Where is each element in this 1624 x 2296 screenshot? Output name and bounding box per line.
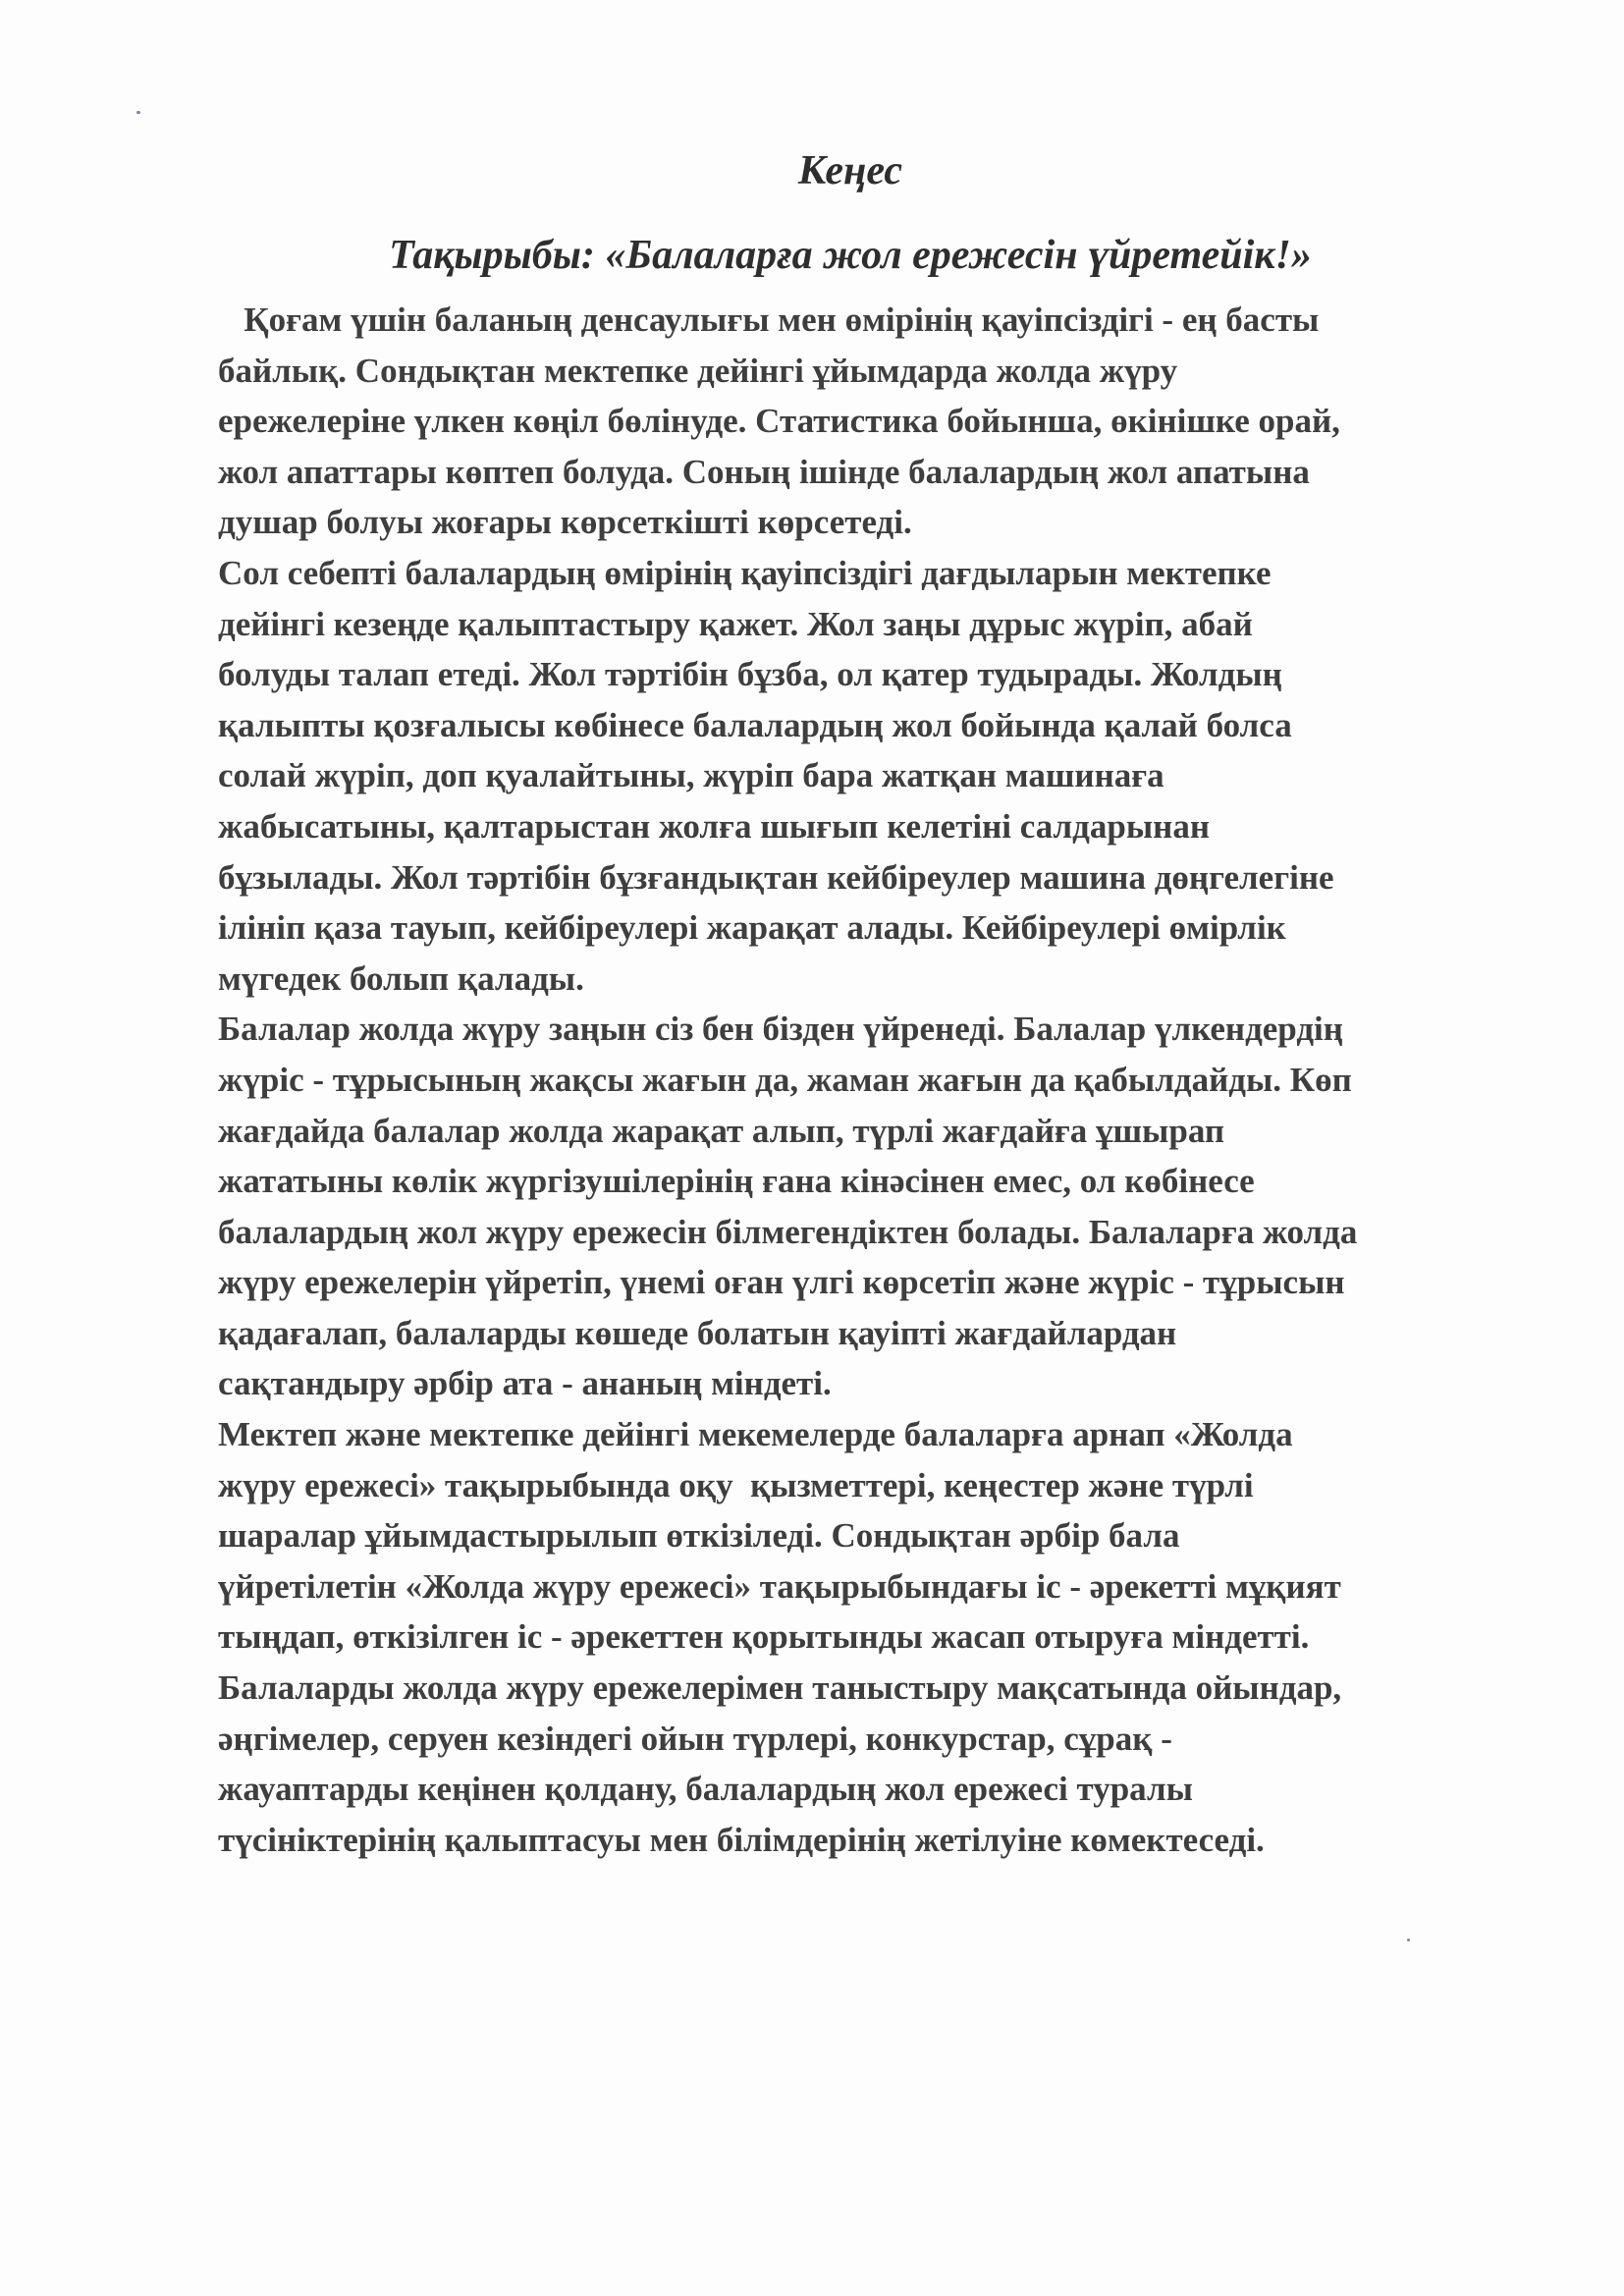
body-text-line: Сол себепті балалардың өмірінің қауіпсіздігі дағдыларын мектепке (218, 553, 1272, 592)
body-text-line: Балалар жолда жүру заңын сіз бен бізден үйренеді. Балалар үлкендердің (218, 1010, 1343, 1049)
body-text-line: Мектеп және мектепке дейінгі мекемелерде балаларға арнап «Жолда (218, 1415, 1293, 1454)
body-text-line: жүру ережесі» тақырыбында оқу қызметтері, кеңестер және түрлі (218, 1465, 1254, 1504)
body-text-line: Балаларды жолда жүру ережелерімен таныстыру мақсатында ойындар, (218, 1668, 1342, 1708)
body-text-line: шаралар ұйымдастырылып өткізіледі. Сондықтан әрбір бала (218, 1516, 1180, 1556)
body-text-line: балалардың жол жүру ережесін білмегендіктен болады. Балаларға жолда (218, 1212, 1358, 1251)
body-text-line: мүгедек болып қалады. (218, 958, 584, 998)
body-text-line: қалыпты қозғалысы көбінесе балалардың жол бойында қалай болса (218, 705, 1292, 744)
body-text-line: жауаптарды кеңінен қолдану, балалардың жол ережесі туралы (218, 1770, 1193, 1809)
body-text-line: Қоғам үшін баланың денсаулығы мен өмірінің қауіпсіздігі - ең басты (218, 301, 1320, 339)
body-text-line: әңгімелер, серуен кезіндегі ойын түрлері, конкурстар, сұрақ - (218, 1719, 1172, 1758)
body-text-line: ережелеріне үлкен көңіл бөлінуде. Статистика бойынша, өкінішке орай, (218, 402, 1340, 441)
body-text-line: солай жүріп, доп қуалайтыны, жүріп бара жатқан машинаға (218, 756, 1164, 795)
body-text-line: тыңдап, өткізілген іс - әрекеттен қорытынды жасап отыруға міндетті. (218, 1617, 1310, 1657)
body-text-line: жататыны көлік жүргізушілерінің ғана кінәсінен емес, ол көбінесе (218, 1162, 1255, 1201)
body-text-line: дейінгі кезеңде қалыптастыру қажет. Жол заңы дұрыс жүріп, абай (218, 604, 1253, 643)
scan-speck (136, 111, 140, 114)
scan-speck (1407, 1939, 1410, 1941)
body-text-line: душар болуы жоғары көрсеткішті көрсетеді. (218, 503, 912, 542)
document-body (218, 295, 1534, 1865)
body-text-line: ілініп қаза тауып, кейбіреулері жарақат алады. Кейбіреулері өмірлік (218, 908, 1286, 948)
body-text-line: жүріс - тұрысының жақсы жағын да, жаман жағын да қабылдайды. Көп (218, 1060, 1352, 1099)
body-text-line: бұзылады. Жол тәртібін бұзғандықтан кейбіреулер машина дөңгелегіне (218, 857, 1334, 897)
body-text-line: түсініктерінің қалыптасуы мен білімдерінің жетілуіне көмектеседі. (218, 1820, 1265, 1859)
body-text-line: жүру ережелерін үйретіп, үнемі оған үлгі көрсетіп және жүріс - тұрысын (218, 1263, 1345, 1302)
body-text-line: үйретілетін «Жолда жүру ережесі» тақырыбындағы іс - әрекетті мұқият (218, 1566, 1341, 1606)
document-subtitle: Тақырыбы: «Балаларға жол ережесін үйретейік!» (389, 233, 1312, 278)
body-text-line: жол апаттары көптеп болуда. Соның ішінде балалардың жол апатына (218, 452, 1310, 491)
body-text-line: жағдайда балалар жолда жарақат алып, түрлі жағдайға ұшырап (218, 1111, 1225, 1150)
body-text-line: сақтандыру әрбір ата - ананың міндеті. (218, 1364, 832, 1403)
body-text-line: қадағалап, балаларды көшеде болатын қауіпті жағдайлардан (218, 1313, 1177, 1352)
body-text-line: болуды талап етеді. Жол тәртібін бұзба, ол қатер тудырады. Жолдың (218, 655, 1282, 694)
body-text-line: байлық. Сондықтан мектепке дейінгі ұйымдарда жолда жүру (218, 351, 1178, 390)
document-title: Кеңес (797, 148, 903, 193)
body-text-line: жабысатыны, қалтарыстан жолға шығып келетіні салдарынан (218, 806, 1210, 846)
